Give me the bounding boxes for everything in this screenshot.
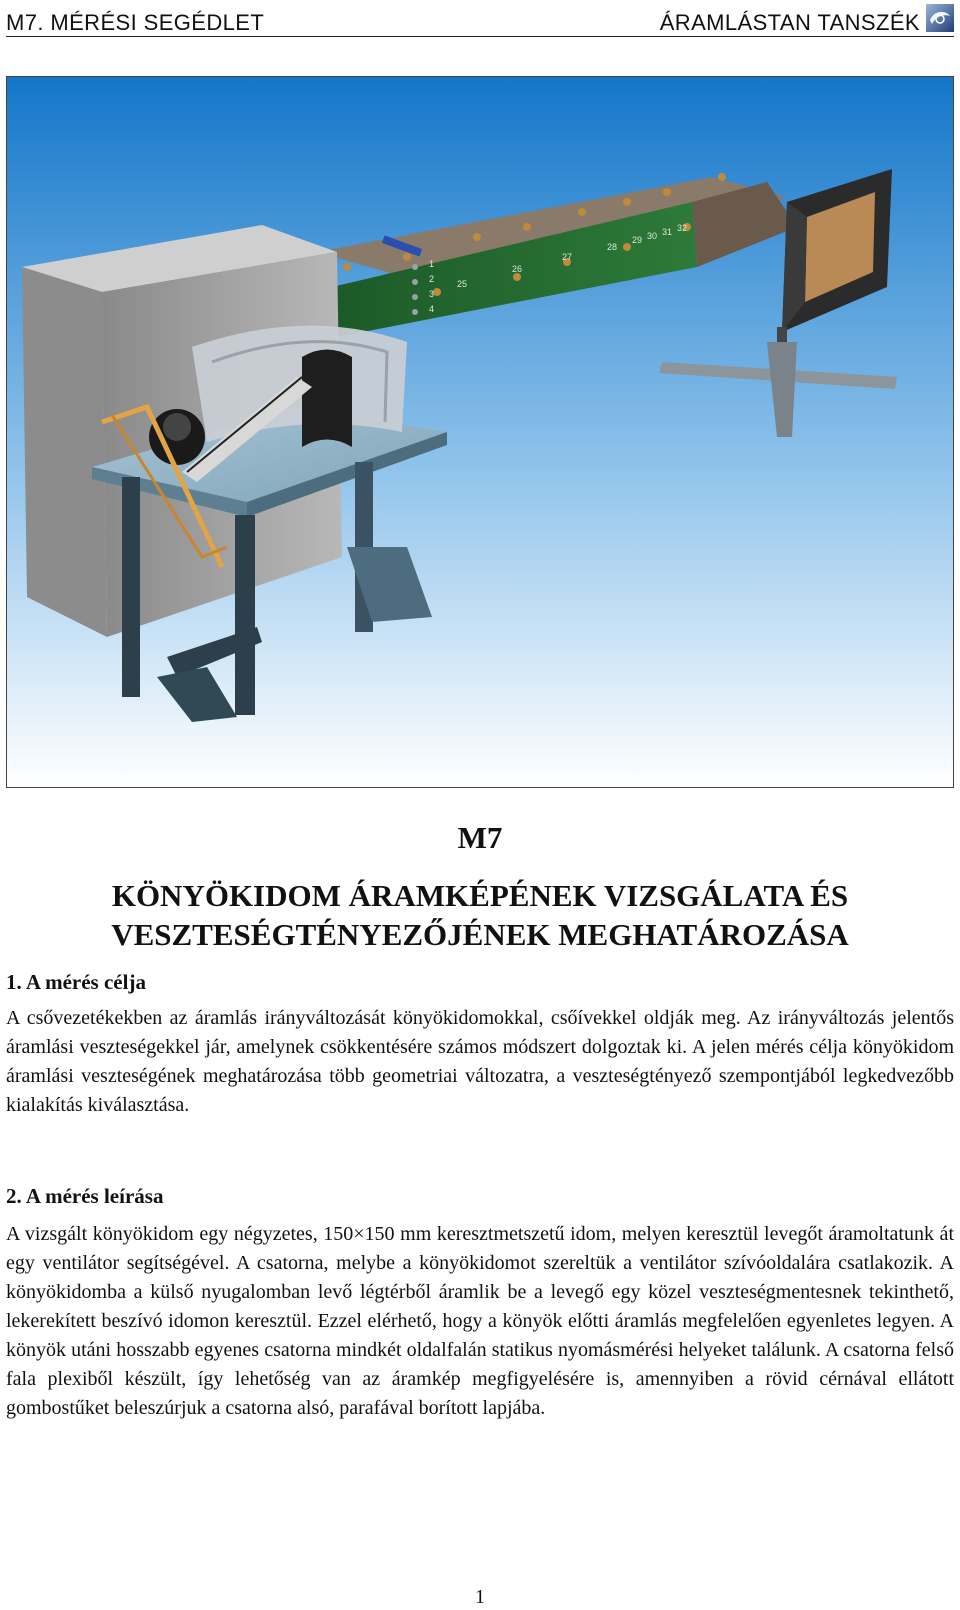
title-line-2: VESZTESÉGTÉNYEZŐJÉNEK MEGHATÁROZÁSA [111,917,849,952]
tap-label: 1 [429,259,435,269]
section-paragraph-2: A vizsgált könyökidom egy négyzetes, 150×150 mm keresztmetszetű idom, melyen keresztül levegőt áramoltatunk át egy ventilátor segítségével. A csatorna, melybe a könyökidomot szereltük a ventilátor szívóoldalára csatlakozik. A könyökidomba a külső nyugalomban levő légtérből áramlik be a levegő egy közel veszteségmentesnek tekinthető, lekerekített beszívó idomon keresztül. Ezzel elérhető, hogy a könyök előtti áramlás megfelelően egyenletes legyen. A könyök utáni hosszabb egyenes csatorna mindkét oldalfalán statikus nyomásmérési helyeket találunk. A csatorna felső fala plexiből készült, így lehetőség van az áramkép megfigyelésére is, amennyiben a rövid cérnával ellátott gombostűket beleszúrjuk a csatorna alsó, parafával borított lapjába. [6,1223,954,1419]
document-code: M7 [457,820,503,855]
tap-label: 32 [677,223,688,233]
tap-label: 30 [647,231,658,241]
department-logo-icon [926,4,954,32]
tap-label: 3 [429,289,435,299]
tap-label: 29 [632,235,643,245]
page-header [6,4,954,37]
document-title [0,876,960,954]
section-heading-1: 1. A mérés célja [6,970,146,994]
tap-label: 25 [457,279,468,289]
tap-label: 27 [562,252,573,262]
tap-label: 2 [429,274,435,284]
header-right-title: ÁRAMLÁSTAN TANSZÉK [659,10,920,35]
section-paragraph-1: A csővezetékekben az áramlás irányváltozását könyökidomokkal, csőívekkel oldják meg. Az irányváltozás jelentős áramlási veszteségekkel jár, amelynek csökkentésére számos módszert dolgoztak ki. A jelen mérés célja könyökidom áramlási veszteségének meghatározása több geometriai változatra, a veszteségtényező szempontjából legkedvezőbb kialakítás kiválasztása. [6,1007,954,1116]
apparatus-illustration [6,76,954,788]
header-left-title: M7. MÉRÉSI SEGÉDLET [6,10,265,35]
title-line-1: KÖNYÖKIDOM ÁRAMKÉPÉNEK VIZSGÁLATA ÉS [111,878,849,913]
tap-label: 31 [662,227,673,237]
tap-label: 4 [429,304,435,314]
tap-label: 28 [607,242,618,252]
page-number: 1 [475,1586,485,1608]
tap-label: 26 [512,264,523,274]
section-heading-2: 2. A mérés leírása [6,1184,164,1208]
